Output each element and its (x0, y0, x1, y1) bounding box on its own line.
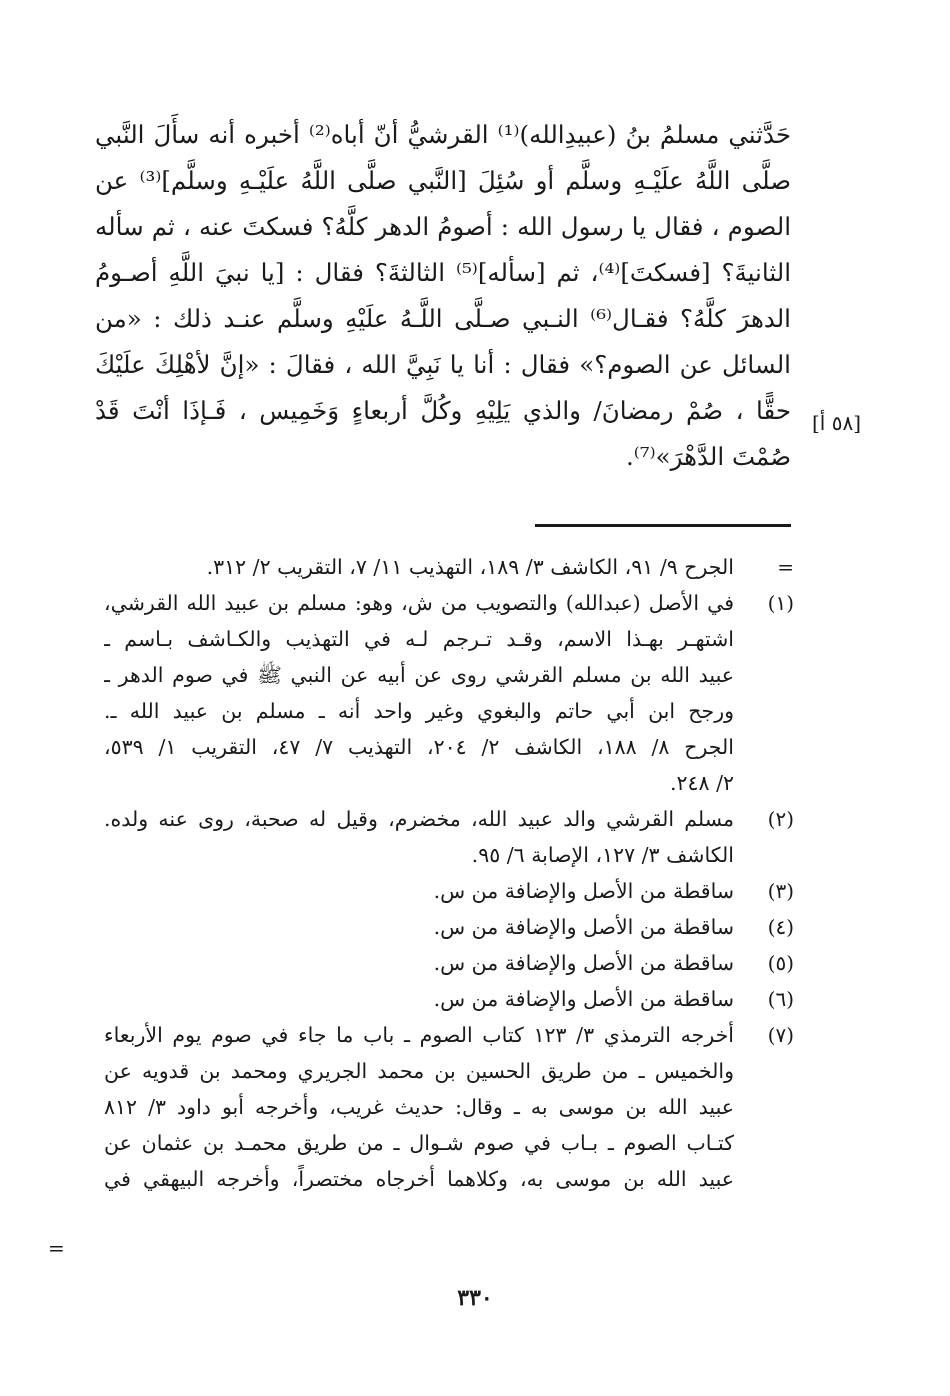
footnote-separator (535, 524, 791, 527)
footnote (104, 945, 794, 981)
main-text-line: حقًّا ، صُمْ رمضانَ/ والذي يَلِيْهِ وكُلَّ أربعاءٍ وَخَمِيس ، فَـإذَا أنْتَ قَدْ (95, 396, 791, 425)
footnote-body (104, 909, 734, 945)
footnote-marker: (٣) (767, 879, 794, 903)
footnote (104, 549, 794, 585)
footnote-body (104, 585, 734, 801)
footnote-line: ساقطة من الأصل والإضافة من س. (433, 951, 734, 975)
main-text-line: السائل عن الصوم؟» فقال : أنا يا نَبِيَّ الله ، فقالَ : «إنَّ لأهْلِكَ علَيْكَ (95, 350, 791, 379)
footnote-line: كتـاب الصوم ـ بـاب في صوم شـوال ـ من طريق محمـد بن عثمان عن (104, 1131, 734, 1155)
manuscript-folio-note: [٥٨ أ] (812, 411, 862, 435)
footnote (104, 585, 794, 801)
continuation-mark: = (48, 1236, 65, 1260)
footnote-line: ورجح ابن أبي حاتم والبغوي وغير واحد أنه ـ مسلم بن عبيد الله ـ. (104, 699, 734, 723)
footnote (104, 801, 794, 873)
footnote-line: ساقطة من الأصل والإضافة من س. (433, 915, 734, 939)
footnote-line: مسلم القرشي والد عبيد الله، مخضرم، وقيل له صحبة، روى عنه ولده. (104, 807, 734, 831)
footnote-line: عبيد الله بن مسلم القرشي روى عن أبيه عن النبي ﷺ في صوم الدهر ـ (104, 663, 734, 687)
footnote-marker: (١) (767, 591, 794, 615)
footnote (104, 909, 794, 945)
footnote-body (104, 1017, 734, 1197)
main-text-line: الصوم ، فقال يا رسول الله : أصومُ الدهر كلَّهُ؟ فسكتَ عنه ، ثم سأله (95, 212, 791, 241)
main-text-line: حَدَّثني مسلمُ بنُ (عبيدِالله)⁽¹⁾ القرشيُّ أنّ أباه⁽²⁾ أخبره أنه سأَلَ النَّبي (95, 120, 791, 149)
footnote-marker: (٤) (767, 915, 794, 939)
footnote (104, 1017, 794, 1197)
footnote-body (104, 945, 734, 981)
footnote-line: في الأصل (عبدالله) والتصويب من ش، وهو: مسلم بن عبيد الله القرشي، (104, 591, 734, 615)
footnote-line: عبيد الله بن موسى به، وكلاهما أخرجاه مختصراً، وأخرجه البيهقي في (104, 1167, 734, 1191)
footnote (104, 873, 794, 909)
footnote-line: ساقطة من الأصل والإضافة من س. (433, 879, 734, 903)
footnote-body (104, 549, 734, 585)
main-text-line: صلَّى اللَّهُ علَيْـهِ وسلَّم أو سُئِلَ [النَّبي صلَّى اللَّهُ علَيْـهِ وسلَّم]⁽³⁾ عن (95, 166, 791, 195)
footnote-body (104, 873, 734, 909)
footnote-marker: (٥) (767, 951, 794, 975)
main-text-line: الثانيةَ؟ [فسكتَ]⁽⁴⁾، ثم [سأله]⁽⁵⁾ الثالثةَ؟ فقال : [يا نبيَ اللَّهِ أصـومُ (95, 258, 791, 287)
footnote-marker: = (777, 555, 794, 579)
main-text-line: صُمْتَ الدَّهْرَ»⁽⁷⁾. (625, 442, 791, 471)
footnote-line: الكاشف ٣/ ١٢٧، الإصابة ٦/ ٩٥. (471, 843, 734, 867)
footnotes (104, 549, 794, 1197)
footnote-line: والخميس ـ من طريق الحسين بن محمد الجريري ومحمد بن قدويه عن (104, 1059, 734, 1083)
footnote-line: الجرح ٨/ ١٨٨، الكاشف ٢/ ٢٠٤، التهذيب ٧/ ٤٧، التقريب ١/ ٥٣٩، (104, 735, 734, 759)
footnote-line: ساقطة من الأصل والإضافة من س. (433, 987, 734, 1011)
footnote-marker: (٧) (767, 1023, 794, 1047)
footnote-line: ٢/ ٢٤٨. (669, 771, 734, 795)
main-text-line: الدهرَ كلَّهُ؟ فقـال⁽⁶⁾ النـبي صـلَّى اللَّـهُ علَيْهِ وسلَّم عنـد ذلك : «من (95, 304, 791, 333)
main-text (95, 112, 791, 480)
footnote-marker: (٢) (767, 807, 794, 831)
footnote-marker: (٦) (767, 987, 794, 1011)
footnote-line: اشتهـر بهـذا الاسم، وقـد تـرجم لـه في التهذيب والكـاشف بـاسم ـ (104, 627, 734, 651)
page-number: ٣٣٠ (457, 1285, 493, 1311)
footnote-line: عبيد الله بن موسى به ـ وقال: حديث غريب، وأخرجه أبو داود ٣/ ٨١٢ (104, 1095, 734, 1119)
footnote-line: الجرح ٩/ ٩١، الكاشف ٣/ ١٨٩، التهذيب ١١/ ٧، التقريب ٢/ ٣١٢. (206, 555, 734, 579)
footnote-line: أخرجه الترمذي ٣/ ١٢٣ كتاب الصوم ـ باب ما جاء في صوم يوم الأربعاء (104, 1023, 734, 1047)
footnote (104, 981, 794, 1017)
footnote-body (104, 801, 734, 873)
footnote-body (104, 981, 734, 1017)
